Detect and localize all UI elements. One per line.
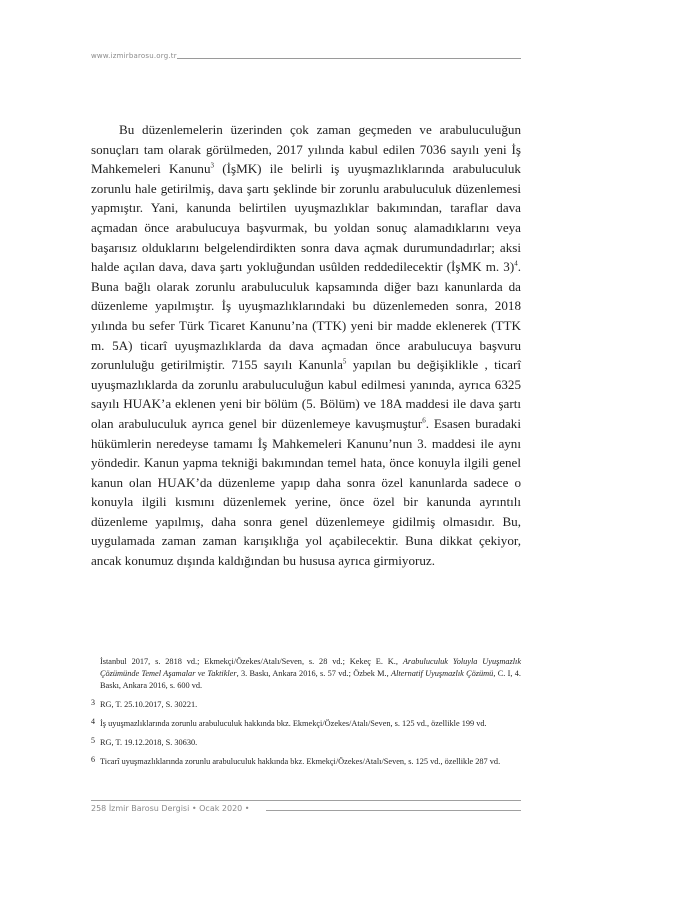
paragraph-text-5: . Esasen buradaki hükümlerin neredeyse tamamı İş Mahkemeleri Kanunu’nun 3. maddesi ile aynı yöndedir. Kanun yapma tekniği bakımından temel hata, önce konuyla ilgili genel kanun olan HUAK’da düzenleme yapıp daha sonra özel kanunlarda sadece o konuyla ilgili kısmını düzenlemek yerine, önce özel bir kanunda ayrıntılı düzenleme yapılmış, daha sonra genel düzenlemeye gidilmiş olmasıdır. Bu, uygulamada zaman zaman karışıklığa yol açabilecektir. Buna dikkat çekiyor, ancak konumuz dışında kaldığından bu hususa ayrıca girmiyoruz. bbox=[91, 415, 521, 569]
header-url[interactable]: www.izmirbarosu.org.tr bbox=[91, 52, 177, 60]
footnotes bbox=[91, 656, 521, 768]
footnote-text-6: Ticarî uyuşmazlıklarında zorunlu arabuluculuk hakkında bkz. Ekmekçi/Özekes/Atalı/Seven, s. 125 vd., özellikle 287 vd. bbox=[100, 757, 501, 766]
footnote-cont-text-c: , 3. Baskı, Ankara 2016, s. 57 vd.; Özbek M., bbox=[236, 669, 391, 678]
footnote-ref-3[interactable]: 3 bbox=[210, 161, 215, 170]
footnote-ref-5[interactable]: 5 bbox=[342, 357, 347, 366]
footer-text: 258 İzmir Barosu Dergisi • Ocak 2020 • bbox=[91, 804, 250, 813]
paragraph-text-2: (İşMK) ile belirli iş uyuşmazlıklarında arabuluculuk zorunlu hale getirilmiş, dava şartı şeklinde bir zorunlu arabuluculuk düzenlemesi yapmıştır. Yani, kanunda belirtilen uyuşmazlıklar bakımından, taraflar dava açmadan önce arabulucuya başvurmak, bu yoldan sonuç alamadıklarını veya başarısız olduklarını belgelendirdikten sonra dava açmak durumundadırlar; aksi halde açılan dava, dava şartı yokluğundan usûlden reddedilecektir (İşMK m. 3) bbox=[91, 161, 521, 275]
footnote-text-4: İş uyuşmazlıklarında zorunlu arabuluculuk hakkında bkz. Ekmekçi/Özekes/Atalı/Seven, s. 125 vd., özellikle 199 vd. bbox=[100, 719, 487, 728]
running-header bbox=[91, 52, 521, 66]
footnote-ref-6[interactable]: 6 bbox=[422, 416, 426, 425]
footnote-text-3: RG, T. 25.10.2017, S. 30221. bbox=[100, 700, 198, 709]
footnote-5 bbox=[91, 737, 521, 749]
footer-rule bbox=[266, 810, 521, 811]
paragraph-text-1: Bu düzenlemelerin üzerinden çok zaman geçmeden ve arabuluculuğun sonuçları tam olarak görülmeden, 2017 yılında kabul edilen 7036 sayılı yeni İş Mahkemeleri Kanunu bbox=[91, 122, 521, 177]
footnote-cont-text-a: İstanbul 2017, s. 2818 vd.; Ekmekçi/Özekes/Atalı/Seven, s. 28 vd.; Kekeç E. K., bbox=[100, 657, 403, 666]
footnote-6 bbox=[91, 756, 521, 768]
footnote-number-4: 4 bbox=[91, 717, 95, 726]
footnote-continuation bbox=[100, 656, 521, 692]
footnote-cont-text-e: , C. I, 4. Baskı, Ankara 2016, s. 600 vd. bbox=[100, 669, 521, 690]
footnote-cont-title-1: Arabuluculuk Yoluyla Uyuşmazlık Çözümünde Temel Aşamalar ve Taktikler bbox=[100, 657, 521, 678]
footnote-4 bbox=[91, 718, 521, 730]
footnote-number-6: 6 bbox=[91, 755, 95, 764]
footnote-number-3: 3 bbox=[91, 698, 95, 707]
body-text bbox=[91, 120, 521, 571]
header-rule bbox=[177, 58, 521, 59]
footnote-3 bbox=[91, 699, 521, 711]
footnote-number-5: 5 bbox=[91, 736, 95, 745]
footnote-cont-title-2: Alternatif Uyuşmazlık Çözümü bbox=[391, 669, 494, 678]
paragraph-text-3: . Buna bağlı olarak zorunlu arabuluculuk kapsamında diğer bazı kanunlarda da düzenleme yapılmıştır. İş uyuşmazlıklarındaki bu düzenlemeden sonra, 2018 yılında bu sefer Türk Ticaret Kanunu’na (TTK) yeni bir madde eklenerek (TTK m. 5A) ticarî uyuşmazlıklarda da dava açmadan önce arabulucuya başvuru zorunluluğu getirilmiştir. 7155 sayılı Kanunla bbox=[91, 259, 521, 373]
main-paragraph bbox=[91, 120, 521, 571]
paragraph-text-4: yapılan bu değişiklikle , ticarî uyuşmazlıklarda da zorunlu arabuluculuğun kabul edilmesi yanında, ayrıca 6325 sayılı HUAK’a eklenen yeni bir bölüm (5. Bölüm) ve 18A maddesi ile dava şartı olan arabuluculuk ayrıca genel bir düzenlemeye kavuşmuştur bbox=[91, 357, 521, 431]
running-footer bbox=[91, 800, 521, 814]
footnote-ref-4[interactable]: 4 bbox=[514, 259, 518, 268]
footnote-text-5: RG, T. 19.12.2018, S. 30630. bbox=[100, 738, 198, 747]
footer-rule-top bbox=[91, 800, 521, 801]
